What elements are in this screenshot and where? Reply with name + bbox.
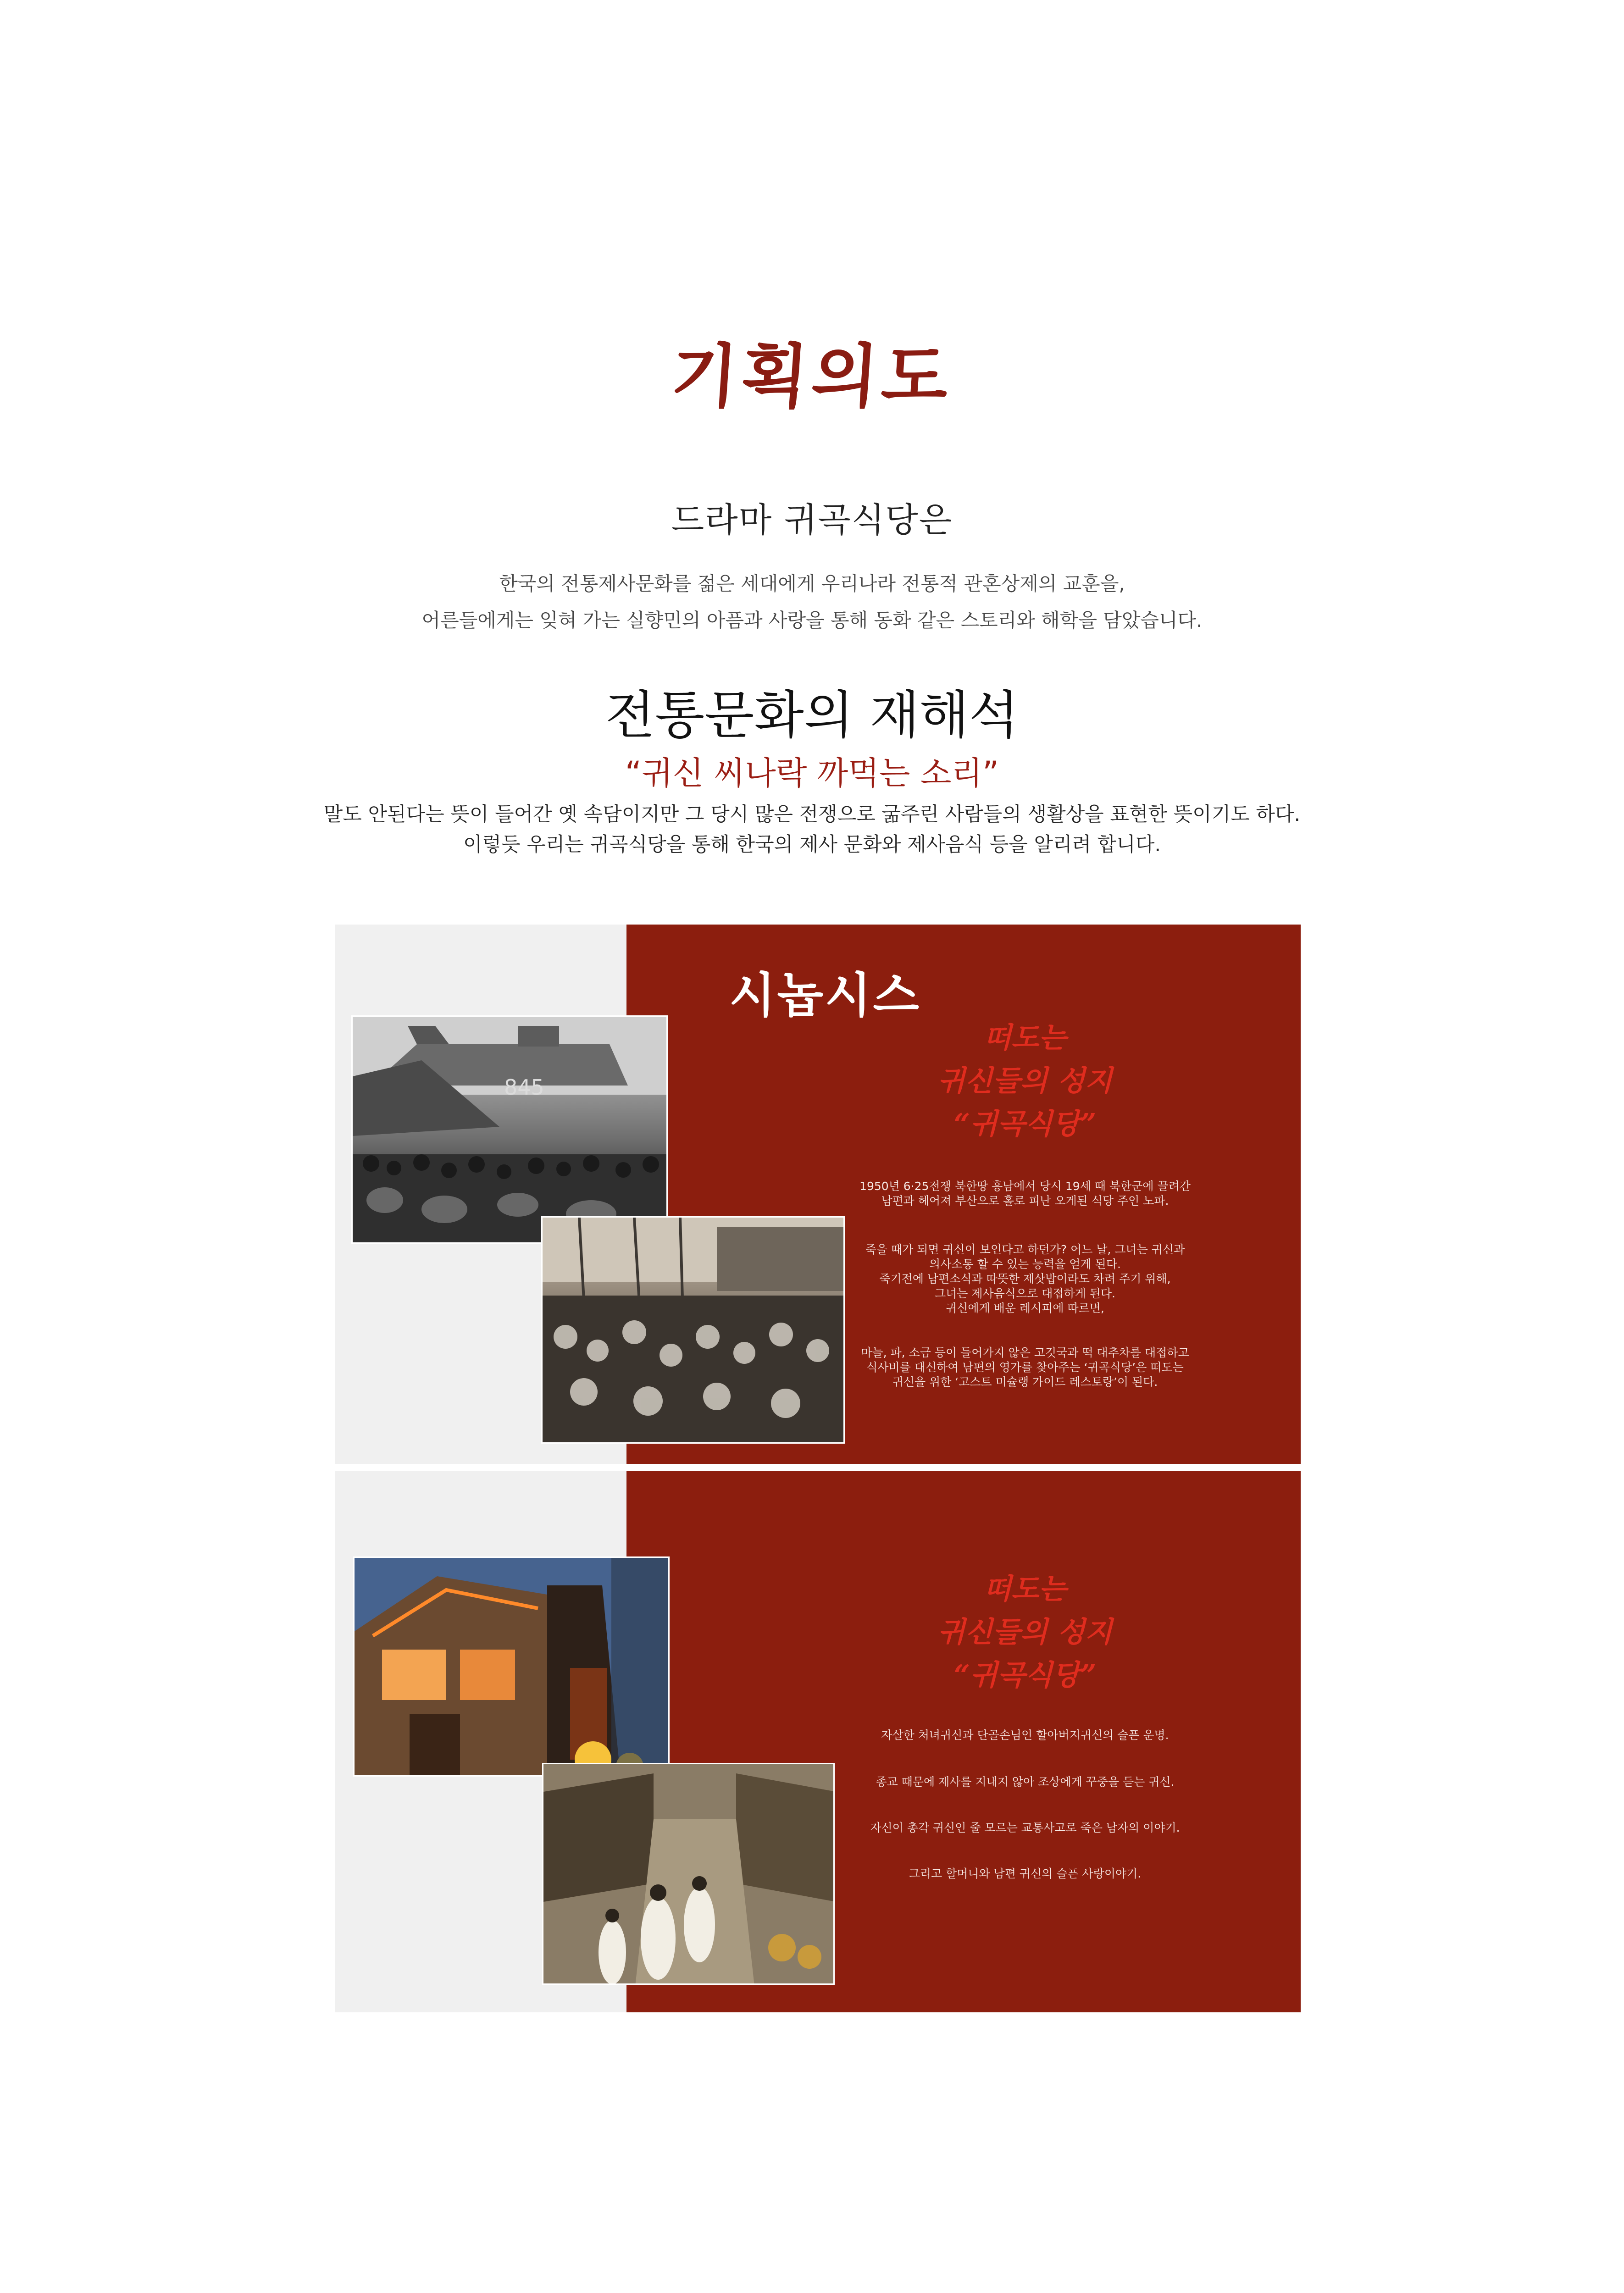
- brush-line: 떠도는: [984, 1021, 1066, 1054]
- proverb-quote: “귀신 씨나락 까먹는 소리”: [625, 754, 999, 792]
- story-line-1: [819, 1728, 1231, 1743]
- synopsis-line: 죽기전에 남편소식과 따뜻한 제삿밥이라도 차려 주기 위해,: [879, 1272, 1171, 1285]
- brush-line: 귀신들의 성지: [937, 1064, 1113, 1097]
- synopsis-line: 자신이 총각 귀신인 줄 모르는 교통사고로 죽은 남자의 이야기.: [870, 1821, 1180, 1834]
- intro-heading: 드라마 귀곡식당은: [671, 500, 953, 540]
- brush-title-1: [887, 1016, 1163, 1146]
- photo-refugee-crowd: [541, 1216, 845, 1444]
- synopsis-line: 의사소통 할 수 있는 능력을 얻게 된다.: [929, 1257, 1121, 1271]
- ship-illustration: [353, 1017, 668, 1244]
- synopsis-line: 귀신에게 배운 레시피에 따르면,: [946, 1302, 1104, 1315]
- synopsis-line: 남편과 헤어져 부산으로 홀로 피난 오게된 식당 주인 노파.: [881, 1194, 1169, 1207]
- synopsis-line: 귀신을 위한 ‘고스트 미슐랭 가이드 레스토랑’이 된다.: [892, 1375, 1158, 1389]
- story-line-4: [819, 1867, 1231, 1881]
- story-line-3: [819, 1821, 1231, 1835]
- house-illustration: [355, 1558, 670, 1777]
- synopsis-line: 마늘, 파, 소금 등이 들어가지 않은 고깃국과 떡 대추차를 대접하고: [861, 1346, 1189, 1359]
- synopsis-line: 종교 때문에 제사를 지내지 않아 조상에게 꾸중을 듣는 귀신.: [876, 1775, 1175, 1789]
- story-line-2: [819, 1775, 1231, 1789]
- synopsis-panel-1: [335, 925, 1301, 1464]
- market-illustration: [543, 1764, 835, 1985]
- synopsis-panel-2: [335, 1471, 1301, 2012]
- synopsis-line: 식사비를 대신하여 남편의 영가를 찾아주는 ‘귀곡식당’은 떠도는: [866, 1361, 1184, 1374]
- reinterpretation-line-2: 이렇듯 우리는 귀곡식당을 통해 한국의 제사 문화와 제사음식 등을 알리려 합니다.: [463, 833, 1161, 856]
- intro-line-2: 어른들에게는 잊혀 가는 실향민의 아픔과 사랑을 통해 동화 같은 스토리와 해학을 담았습니다.: [421, 609, 1203, 631]
- brush-title-2: [887, 1567, 1163, 1697]
- photo-landing-ship: [351, 1015, 668, 1244]
- ship-hull-number: 845: [504, 1075, 544, 1100]
- synopsis-line: 자살한 처녀귀신과 단골손님인 할아버지귀신의 슬픈 운명.: [881, 1728, 1169, 1742]
- intro-line-1: 한국의 전통제사문화를 젊은 세대에게 우리나라 전통적 관혼상제의 교훈을,: [499, 572, 1125, 595]
- synopsis-line: 그리고 할머니와 남편 귀신의 슬픈 사랑이야기.: [909, 1867, 1142, 1880]
- synopsis-line: 그녀는 제사음식으로 대접하게 된다.: [934, 1287, 1116, 1300]
- photo-restaurant-house: [353, 1556, 670, 1777]
- brush-line: “귀곡식당”: [953, 1658, 1097, 1692]
- brush-line: 떠도는: [984, 1572, 1066, 1606]
- synopsis-line: 1950년 6·25전쟁 북한땅 흥남에서 당시 19세 때 북한군에 끌려간: [859, 1180, 1191, 1193]
- synopsis-line: 죽을 때가 되면 귀신이 보인다고 하던가? 어느 날, 그녀는 귀신과: [865, 1243, 1185, 1256]
- synopsis-title: 시놉시스: [729, 967, 921, 1023]
- synopsis-paragraph-1: [819, 1179, 1231, 1208]
- brush-line: “귀곡식당”: [953, 1107, 1097, 1141]
- reinterpretation-title: 전통문화의 재해석: [605, 686, 1019, 745]
- photo-old-market: [542, 1763, 835, 1985]
- page-title: 기획의도: [668, 336, 955, 417]
- crowd-illustration: [543, 1218, 845, 1444]
- reinterpretation-line-1: 말도 안된다는 뜻이 들어간 옛 속담이지만 그 당시 많은 전쟁으로 굶주린 사람들의 생활상을 표현한 뜻이기도 하다.: [323, 803, 1301, 826]
- brush-line: 귀신들의 성지: [937, 1615, 1113, 1649]
- synopsis-paragraph-2: [819, 1242, 1231, 1316]
- synopsis-paragraph-3: [819, 1346, 1231, 1390]
